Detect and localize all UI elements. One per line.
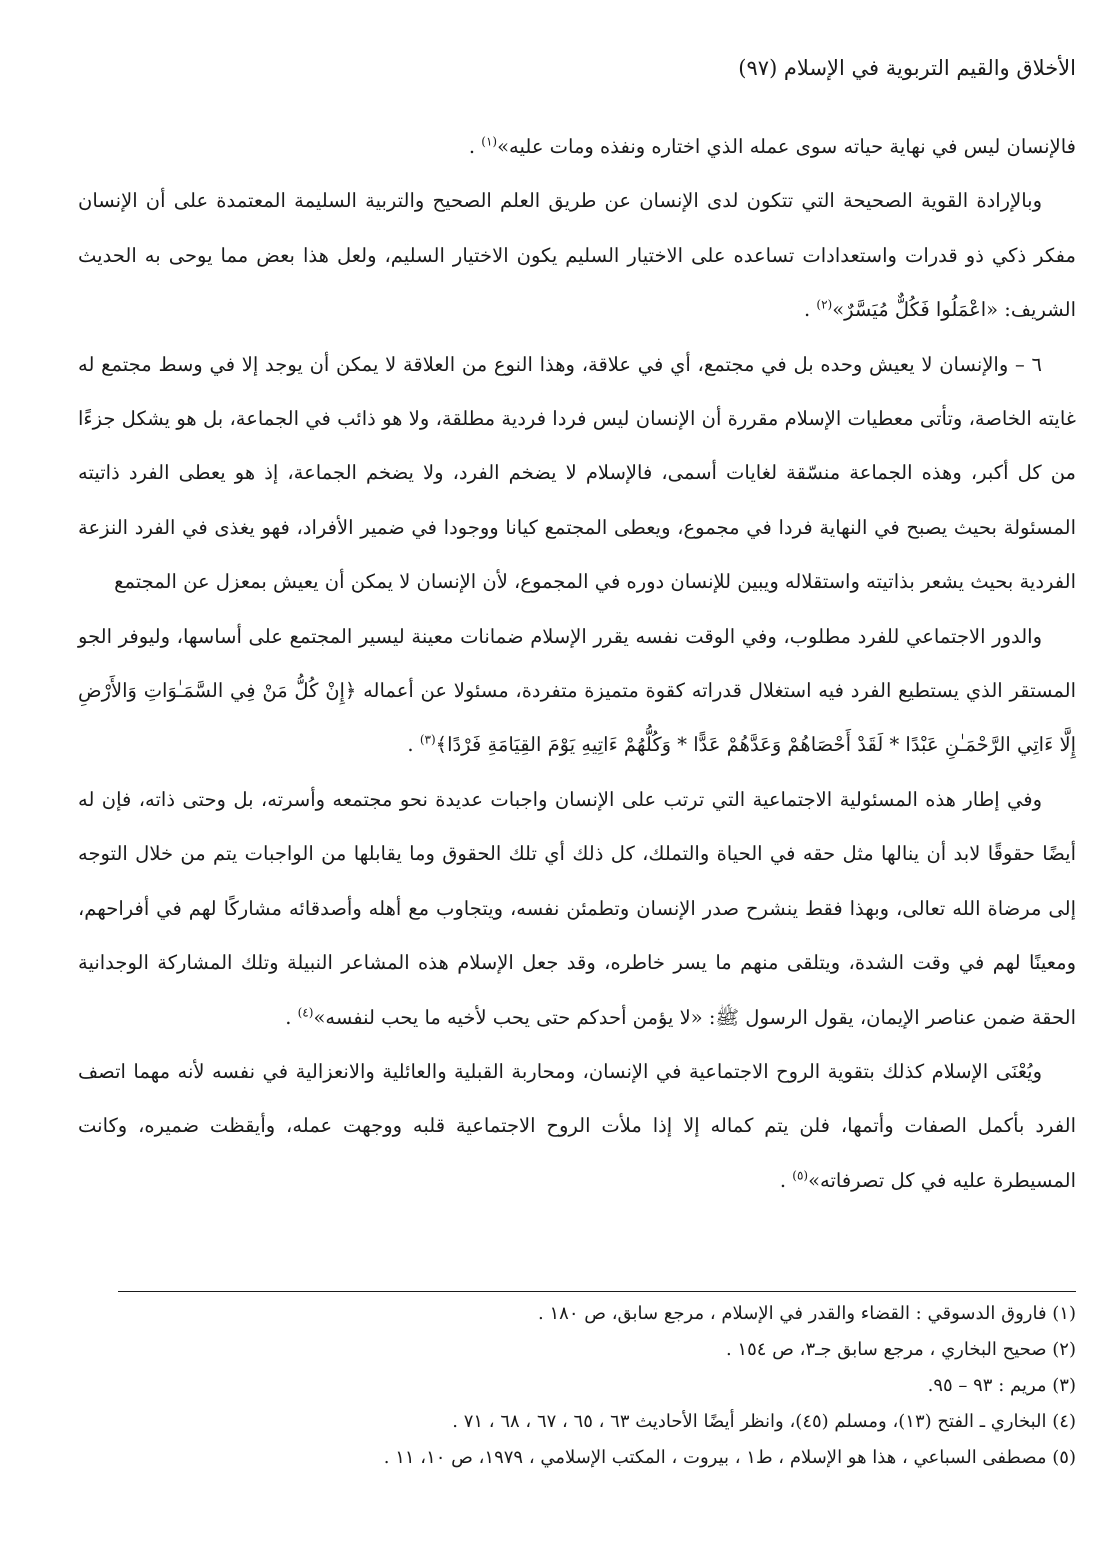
sentence-end: . — [779, 1168, 793, 1192]
footnote-ref-1: (١) — [481, 134, 498, 149]
footnote-5: (٥) مصطفى السباعي ، هذا هو الإسلام ، ط١ ، بيروت ، المكتب الإسلامي ، ١٩٧٩، ص ١٠، ١١ . — [383, 1447, 1076, 1468]
sentence-end: . — [803, 298, 817, 322]
footnote-divider — [118, 1291, 1076, 1292]
sentence-end: . — [285, 1005, 298, 1029]
paragraph-text: وبالإرادة القوية الصحيحة التي تتكون لدى الإنسان عن طريق العلم الصحيح والتربية السليمة المعتمدة على أن الإنسان مفكر ذكي ذو قدرات واستعدادات تساعده على الاختيار السليم يكون الاختيار السليم، ولعل هذا بعض مما يوحى به الحديث الشريف: «اعْمَلُوا فَكُلٌّ مُيَسَّرٌ» — [78, 189, 1076, 322]
running-header: الأخلاق والقيم التربوية في الإسلام (٩٧) — [738, 56, 1076, 80]
paragraph-text: ٦ – والإنسان لا يعيش وحده بل في مجتمع، أي في علاقة، وهذا النوع من العلاقة لا يمكن أن يوجد إلا في وسط مجتمع له غايته الخاصة، وتأتى معطيات الإسلام مقررة أن الإنسان ليس فردا فردية مطلقة، ولا هو ذائب في الجماعة، بل هو يشكل جزءًا من كل أكبر، وهذه الجماعة منسّقة لغايات أسمى، فالإسلام لا يضخم الفرد، ولا يضخم الجماعة، إذ هو يعطى الفرد ذاتيته المسئولة بحيث يصبح في النهاية فردا في مجموع، ويعطى المجتمع كيانا ووجودا في ضمير الأفراد، فهو يغذى في الفرد النزعة الفردية بحيث يشعر بذاتيته واستقلاله ويبين للإنسان دوره في المجموع، لأن الإنسان لا يمكن أن يعيش بمعزل عن المجتمع — [78, 352, 1076, 594]
footnote-2: (٢) صحيح البخاري ، مرجع سابق جـ٣، ص ١٥٤ . — [725, 1339, 1076, 1360]
footnote-ref-4: (٤) — [297, 1005, 314, 1019]
paragraph-3 — [78, 338, 1076, 610]
paragraph-2 — [78, 174, 1076, 337]
paragraph-1 — [78, 120, 1076, 174]
sentence-end: . — [468, 135, 482, 158]
paragraph-4 — [78, 610, 1076, 773]
body-text — [78, 120, 1076, 1208]
footnote-1: (١) فاروق الدسوقي : القضاء والقدر في الإسلام ، مرجع سابق، ص ١٨٠ . — [538, 1303, 1076, 1324]
footnotes-list — [78, 1296, 1076, 1476]
paragraph-6 — [78, 1045, 1076, 1208]
paragraph-text: فالإنسان ليس في نهاية حياته سوى عمله الذي اختاره ونفذه ومات عليه» — [497, 135, 1076, 158]
paragraph-5 — [78, 773, 1076, 1045]
footnote-ref-5: (٥) — [792, 1168, 809, 1183]
paragraph-text: والدور الاجتماعي للفرد مطلوب، وفي الوقت نفسه يقرر الإسلام ضمانات معينة ليسير المجتمع على أساسها، وليوفر الجو المستقر الذي يستطيع الفرد فيه استغلال قدراته كقوة متميزة متفردة، مسئولا عن أعماله ﴿إِنْ كُلُّ مَنْ فِي السَّمَـٰوَاتِ وَالأَرْضِ إِلَّا ءَاتِي الرَّحْمَـٰنِ عَبْدًا * لَقَدْ أَحْصَاهُمْ وَعَدَّهُمْ عَدًّا * وَكُلُّهُمْ ءَاتِيهِ يَوْمَ القِيَامَةِ فَرْدًا﴾ — [78, 624, 1076, 757]
footnote-ref-3: (٣) — [419, 732, 436, 747]
footnote-4: (٤) البخاري ـ الفتح (١٣)، ومسلم (٤٥)، وانظر أيضًا الأحاديث ٦٣ ، ٦٥ ، ٦٧ ، ٦٨ ، ٧١ . — [452, 1411, 1076, 1432]
sentence-end: . — [407, 733, 420, 757]
paragraph-text: وفي إطار هذه المسئولية الاجتماعية التي ترتب على الإنسان واجبات عديدة نحو مجتمعه وأسرته، بل وحتى ذاته، فإن له أيضًا حقوقًا لابد أن ينالها مثل حقه في الحياة والتملك، كل ذلك أي تلك الحقوق وما يقابلها من الواجبات يتم من خلال التوجه إلى مرضاة الله تعالى، وبهذا فقط ينشرح صدر الإنسان وتطمئن نفسه، ويتجاوب مع أهله وأصدقائه مشاركًا لهم في أفراحهم، ومعينًا لهم في وقت الشدة، ويتلقى منهم ما يسر خاطره، وقد جعل الإسلام هذه المشاعر النبيلة وتلك المشاركة الوجدانية الحقة ضمن عناصر الإيمان، يقول الرسول ﷺ: «لا يؤمن أحدكم حتى يحب لأخيه ما يحب لنفسه» — [78, 787, 1076, 1029]
book-page — [78, 0, 1076, 1553]
paragraph-text: ويُعْنَى الإسلام كذلك بتقوية الروح الاجتماعية في الإنسان، ومحاربة القبلية والعائلية والانعزالية في نفسه لأنه مهما اتصف الفرد بأكمل الصفات وأتمها، فلن يتم كماله إلا إذا ملأت الروح الاجتماعية قلبه ووجهت عمله، وأيقظت ضميره، وكانت المسيطرة عليه في كل تصرفاته» — [78, 1059, 1076, 1192]
footnote-ref-2: (٢) — [816, 297, 833, 312]
footnote-3: (٣) مريم : ٩٣ – ٩٥. — [927, 1375, 1076, 1396]
